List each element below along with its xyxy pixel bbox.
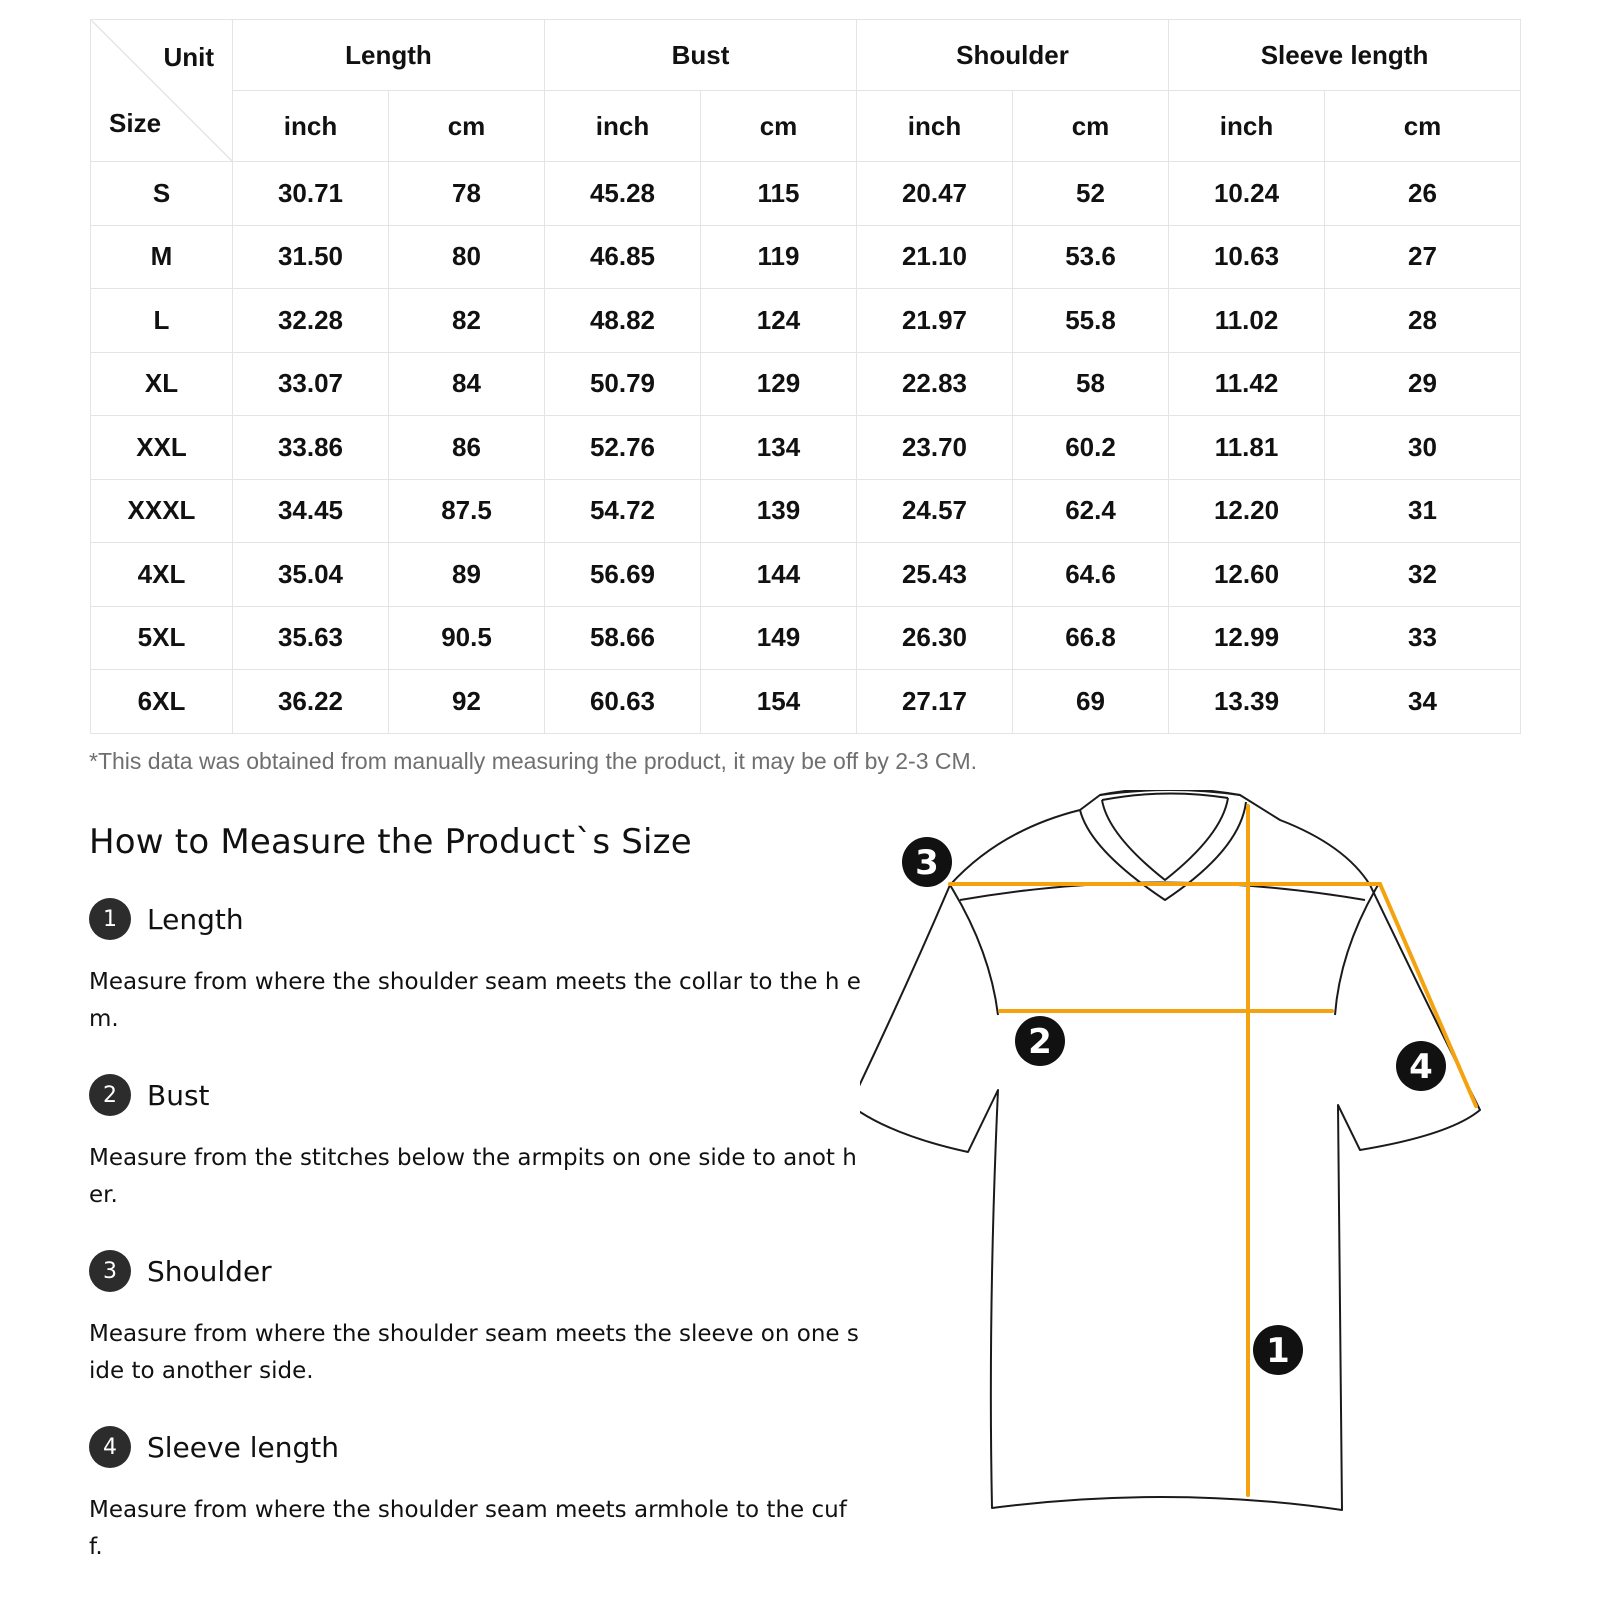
- step-bust: [89, 1074, 869, 1214]
- size-chart: [90, 19, 1520, 734]
- value-cell: 12.60: [1169, 543, 1325, 607]
- unit-header: cm: [701, 91, 857, 162]
- section-title: How to Measure the Product`s Size: [89, 822, 692, 862]
- value-cell: 11.81: [1169, 416, 1325, 480]
- table-row: [91, 606, 1521, 670]
- value-cell: 11.02: [1169, 289, 1325, 353]
- size-cell: 6XL: [91, 670, 233, 734]
- size-cell: M: [91, 225, 233, 289]
- step-number-badge: 4: [89, 1426, 131, 1468]
- value-cell: 60.63: [545, 670, 701, 734]
- size-cell: S: [91, 162, 233, 226]
- header-row-units: [91, 91, 1521, 162]
- value-cell: 45.28: [545, 162, 701, 226]
- table-row: [91, 416, 1521, 480]
- value-cell: 60.2: [1013, 416, 1169, 480]
- marker-1: [1253, 1325, 1303, 1375]
- value-cell: 12.99: [1169, 606, 1325, 670]
- value-cell: 53.6: [1013, 225, 1169, 289]
- value-cell: 28: [1325, 289, 1521, 353]
- value-cell: 10.63: [1169, 225, 1325, 289]
- value-cell: 55.8: [1013, 289, 1169, 353]
- value-cell: 26: [1325, 162, 1521, 226]
- marker-4: [1396, 1041, 1446, 1091]
- value-cell: 115: [701, 162, 857, 226]
- step-description: Measure from where the shoulder seam meets the sleeve on one side to another side.: [89, 1321, 859, 1384]
- unit-header: inch: [545, 91, 701, 162]
- value-cell: 27.17: [857, 670, 1013, 734]
- value-cell: 22.83: [857, 352, 1013, 416]
- value-cell: 52.76: [545, 416, 701, 480]
- shirt-diagram: [860, 790, 1520, 1580]
- value-cell: 54.72: [545, 479, 701, 543]
- value-cell: 21.97: [857, 289, 1013, 353]
- marker-2-label: 2: [1028, 1022, 1052, 1062]
- value-cell: 139: [701, 479, 857, 543]
- value-cell: 35.63: [233, 606, 389, 670]
- shirt-measurement-icon: [860, 790, 1520, 1580]
- value-cell: 46.85: [545, 225, 701, 289]
- table-row: [91, 225, 1521, 289]
- value-cell: 124: [701, 289, 857, 353]
- table-row: [91, 670, 1521, 734]
- value-cell: 31: [1325, 479, 1521, 543]
- step-description: Measure from the stitches below the armpits on one side to anot her.: [89, 1145, 857, 1208]
- value-cell: 129: [701, 352, 857, 416]
- value-cell: 82: [389, 289, 545, 353]
- step-description: Measure from where the shoulder seam meets armhole to the cuf f.: [89, 1497, 847, 1560]
- corner-size-label: Size: [109, 108, 162, 138]
- table-row: [91, 543, 1521, 607]
- value-cell: 66.8: [1013, 606, 1169, 670]
- step-number-badge: 1: [89, 898, 131, 940]
- step-sleeve-length: [89, 1426, 869, 1566]
- value-cell: 13.39: [1169, 670, 1325, 734]
- size-cell: 5XL: [91, 606, 233, 670]
- value-cell: 80: [389, 225, 545, 289]
- value-cell: 26.30: [857, 606, 1013, 670]
- value-cell: 21.10: [857, 225, 1013, 289]
- value-cell: 10.24: [1169, 162, 1325, 226]
- group-header-bust: Bust: [545, 20, 857, 91]
- value-cell: 144: [701, 543, 857, 607]
- value-cell: 69: [1013, 670, 1169, 734]
- value-cell: 30: [1325, 416, 1521, 480]
- table-row: [91, 289, 1521, 353]
- value-cell: 87.5: [389, 479, 545, 543]
- unit-header: cm: [389, 91, 545, 162]
- unit-header: inch: [1169, 91, 1325, 162]
- value-cell: 20.47: [857, 162, 1013, 226]
- value-cell: 50.79: [545, 352, 701, 416]
- group-header-sleeve-length: Sleeve length: [1169, 20, 1521, 91]
- unit-header: cm: [1013, 91, 1169, 162]
- step-number-badge: 2: [89, 1074, 131, 1116]
- group-header-length: Length: [233, 20, 545, 91]
- value-cell: 92: [389, 670, 545, 734]
- value-cell: 149: [701, 606, 857, 670]
- value-cell: 25.43: [857, 543, 1013, 607]
- step-length: [89, 898, 869, 1038]
- value-cell: 11.42: [1169, 352, 1325, 416]
- value-cell: 64.6: [1013, 543, 1169, 607]
- value-cell: 119: [701, 225, 857, 289]
- step-title: Shoulder: [147, 1254, 272, 1288]
- value-cell: 90.5: [389, 606, 545, 670]
- size-table: [90, 19, 1521, 734]
- step-shoulder: [89, 1250, 869, 1390]
- step-description: Measure from where the shoulder seam meets the collar to the h em.: [89, 969, 861, 1032]
- step-title: Length: [147, 902, 244, 936]
- marker-4-label: 4: [1409, 1047, 1433, 1087]
- size-cell: XXL: [91, 416, 233, 480]
- value-cell: 32.28: [233, 289, 389, 353]
- value-cell: 27: [1325, 225, 1521, 289]
- value-cell: 30.71: [233, 162, 389, 226]
- value-cell: 31.50: [233, 225, 389, 289]
- table-row: [91, 479, 1521, 543]
- value-cell: 86: [389, 416, 545, 480]
- value-cell: 34: [1325, 670, 1521, 734]
- value-cell: 84: [389, 352, 545, 416]
- corner-unit-label: Unit: [163, 42, 214, 72]
- step-title: Sleeve length: [147, 1430, 339, 1464]
- value-cell: 52: [1013, 162, 1169, 226]
- size-cell: XXXL: [91, 479, 233, 543]
- size-cell: L: [91, 289, 233, 353]
- value-cell: 32: [1325, 543, 1521, 607]
- value-cell: 33: [1325, 606, 1521, 670]
- value-cell: 36.22: [233, 670, 389, 734]
- value-cell: 62.4: [1013, 479, 1169, 543]
- value-cell: 58: [1013, 352, 1169, 416]
- how-to-measure-section: [89, 822, 869, 1566]
- value-cell: 89: [389, 543, 545, 607]
- table-row: [91, 352, 1521, 416]
- unit-header: inch: [857, 91, 1013, 162]
- unit-header: cm: [1325, 91, 1521, 162]
- group-header-shoulder: Shoulder: [857, 20, 1169, 91]
- value-cell: 33.07: [233, 352, 389, 416]
- value-cell: 29: [1325, 352, 1521, 416]
- marker-3: [902, 837, 952, 887]
- marker-2: [1015, 1016, 1065, 1066]
- table-body: [91, 162, 1521, 734]
- value-cell: 48.82: [545, 289, 701, 353]
- marker-3-label: 3: [915, 843, 939, 883]
- value-cell: 56.69: [545, 543, 701, 607]
- value-cell: 58.66: [545, 606, 701, 670]
- value-cell: 35.04: [233, 543, 389, 607]
- value-cell: 12.20: [1169, 479, 1325, 543]
- size-cell: 4XL: [91, 543, 233, 607]
- step-number-badge: 3: [89, 1250, 131, 1292]
- unit-header: inch: [233, 91, 389, 162]
- value-cell: 33.86: [233, 416, 389, 480]
- table-row: [91, 162, 1521, 226]
- step-title: Bust: [147, 1078, 210, 1112]
- value-cell: 134: [701, 416, 857, 480]
- value-cell: 23.70: [857, 416, 1013, 480]
- value-cell: 34.45: [233, 479, 389, 543]
- header-row-groups: [91, 20, 1521, 91]
- value-cell: 78: [389, 162, 545, 226]
- corner-cell: [91, 20, 233, 162]
- measurement-note: *This data was obtained from manually measuring the product, it may be off by 2-3 CM.: [89, 748, 978, 774]
- value-cell: 24.57: [857, 479, 1013, 543]
- size-cell: XL: [91, 352, 233, 416]
- marker-1-label: 1: [1266, 1331, 1290, 1371]
- value-cell: 154: [701, 670, 857, 734]
